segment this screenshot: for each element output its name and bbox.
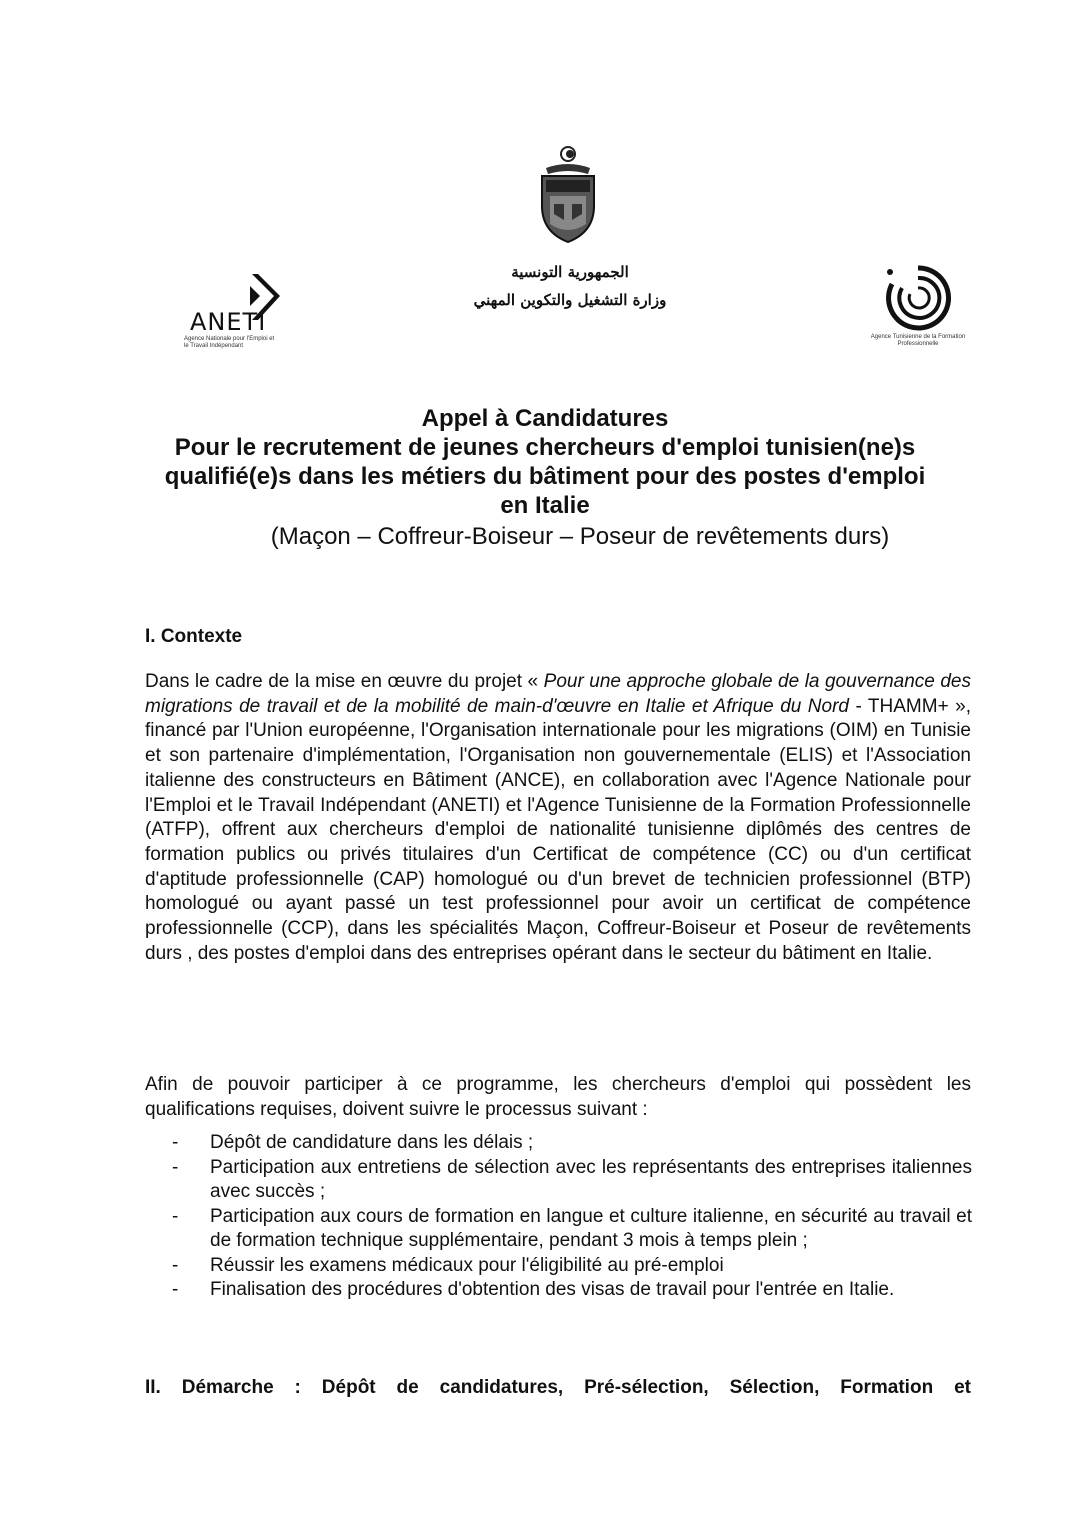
paragraph-prefix: Dans le cadre de la mise en œuvre du projet « <box>145 671 544 692</box>
list-dash: - <box>172 1156 179 1178</box>
ministry-name: وزارة التشغيل والتكوين المهني <box>473 291 667 309</box>
list-item-text: Dépôt de candidature dans les délais ; <box>210 1132 534 1153</box>
project-title-italic: Pour une approche globale de la gouvernance des migrations de travail et de la mobilité de main-d'œuvre en Italie et Afrique du Nord <box>145 671 972 717</box>
title-line-1: Appel à Candidatures <box>421 405 669 432</box>
list-item <box>170 1278 972 1303</box>
list-item-text: Participation aux entretiens de sélection avec les représentants des entreprises italiennes avec succès ; <box>210 1156 972 1202</box>
title-line-2: Pour le recrutement de jeunes chercheurs d'emploi tunisien(ne)s <box>174 434 916 461</box>
atfp-logo <box>868 262 968 372</box>
tunisia-emblem-icon <box>528 144 608 244</box>
list-item-text: Participation aux cours de formation en langue et culture italienne, en sécurité au travail et de formation technique supplémentaire, pendant 3 mois à temps plein ; <box>210 1205 972 1251</box>
list-item <box>170 1254 972 1279</box>
list-dash: - <box>172 1279 179 1300</box>
section-heading-contexte: I. Contexte <box>145 626 243 647</box>
title-line-4: en Italie <box>500 492 590 519</box>
list-item-text: Finalisation des procédures d'obtention des visas de travail pour l'entrée en Italie. <box>210 1279 895 1300</box>
process-steps-list <box>170 1131 972 1303</box>
title-subtitle: (Maçon – Coffreur-Boiseur – Poseur de revêtements durs) <box>270 523 890 550</box>
list-item <box>170 1205 972 1254</box>
list-item-text: Réussir les examens médicaux pour l'éligibilité au pré-emploi <box>210 1254 724 1276</box>
document-title <box>120 404 970 552</box>
list-item <box>170 1131 972 1156</box>
process-intro-paragraph <box>145 1073 971 1122</box>
list-dash: - <box>172 1254 179 1276</box>
process-intro-text: Afin de pouvoir participer à ce programme, les chercheurs d'emploi qui possèdent les qualifications requises, doivent suivre le processus suivant : <box>145 1074 971 1120</box>
title-line-3: qualifié(e)s dans les métiers du bâtiment pour des postes d'emploi <box>164 463 926 490</box>
aneti-logo-text: ANETI <box>190 308 267 336</box>
atfp-swirl-icon <box>880 262 956 334</box>
context-paragraph <box>145 670 971 966</box>
ministry-header <box>470 258 670 314</box>
section-heading-demarche: II. Démarche : Dépôt de candidatures, Pré-sélection, Sélection, Formation et <box>145 1377 971 1398</box>
list-item <box>170 1156 972 1205</box>
atfp-logo-subtext: Agence Tunisienne de la Formation Professionnelle <box>870 334 966 347</box>
paragraph-body: - THAMM+ », financé par l'Union européenne, l'Organisation internationale pour les migrations (OIM) en Tunisie et son partenaire d'implémentation, l'Organisation non gouvernementale (ELIS) et l'Association italienne des constructeurs en Bâtiment (ANCE), en collaboration avec l'Agence Nationale pour l'Emploi et le Travail Indépendant (ANETI) et l'Agence Tunisienne de la Formation Professionnelle (ATFP), offrent aux chercheurs d'emploi de nationalité tunisienne diplômés des centres de formation publics ou privés titulaires d'un Certificat de compétence (CC) ou d'un certificat d'aptitude professionnelle (CAP) homologué ou d'un brevet de technicien professionnel (BTP) homologué ou ayant passé un test professionnel pour avoir un certificat de compétence professionnelle (CCP), dans les spécialités Maçon, Coffreur-Boiseur et Poseur de revêtements durs , des postes d'emploi dans des entreprises opérant dans le secteur du bâtiment en Italie. <box>145 695 971 964</box>
list-dash: - <box>172 1205 179 1227</box>
republic-name: الجمهورية التونسية <box>511 263 629 281</box>
aneti-logo-subtext: Agence Nationale pour l'Emploi et le Travail Indépendant <box>184 336 275 349</box>
aneti-logo <box>180 270 290 375</box>
list-dash: - <box>172 1132 179 1153</box>
